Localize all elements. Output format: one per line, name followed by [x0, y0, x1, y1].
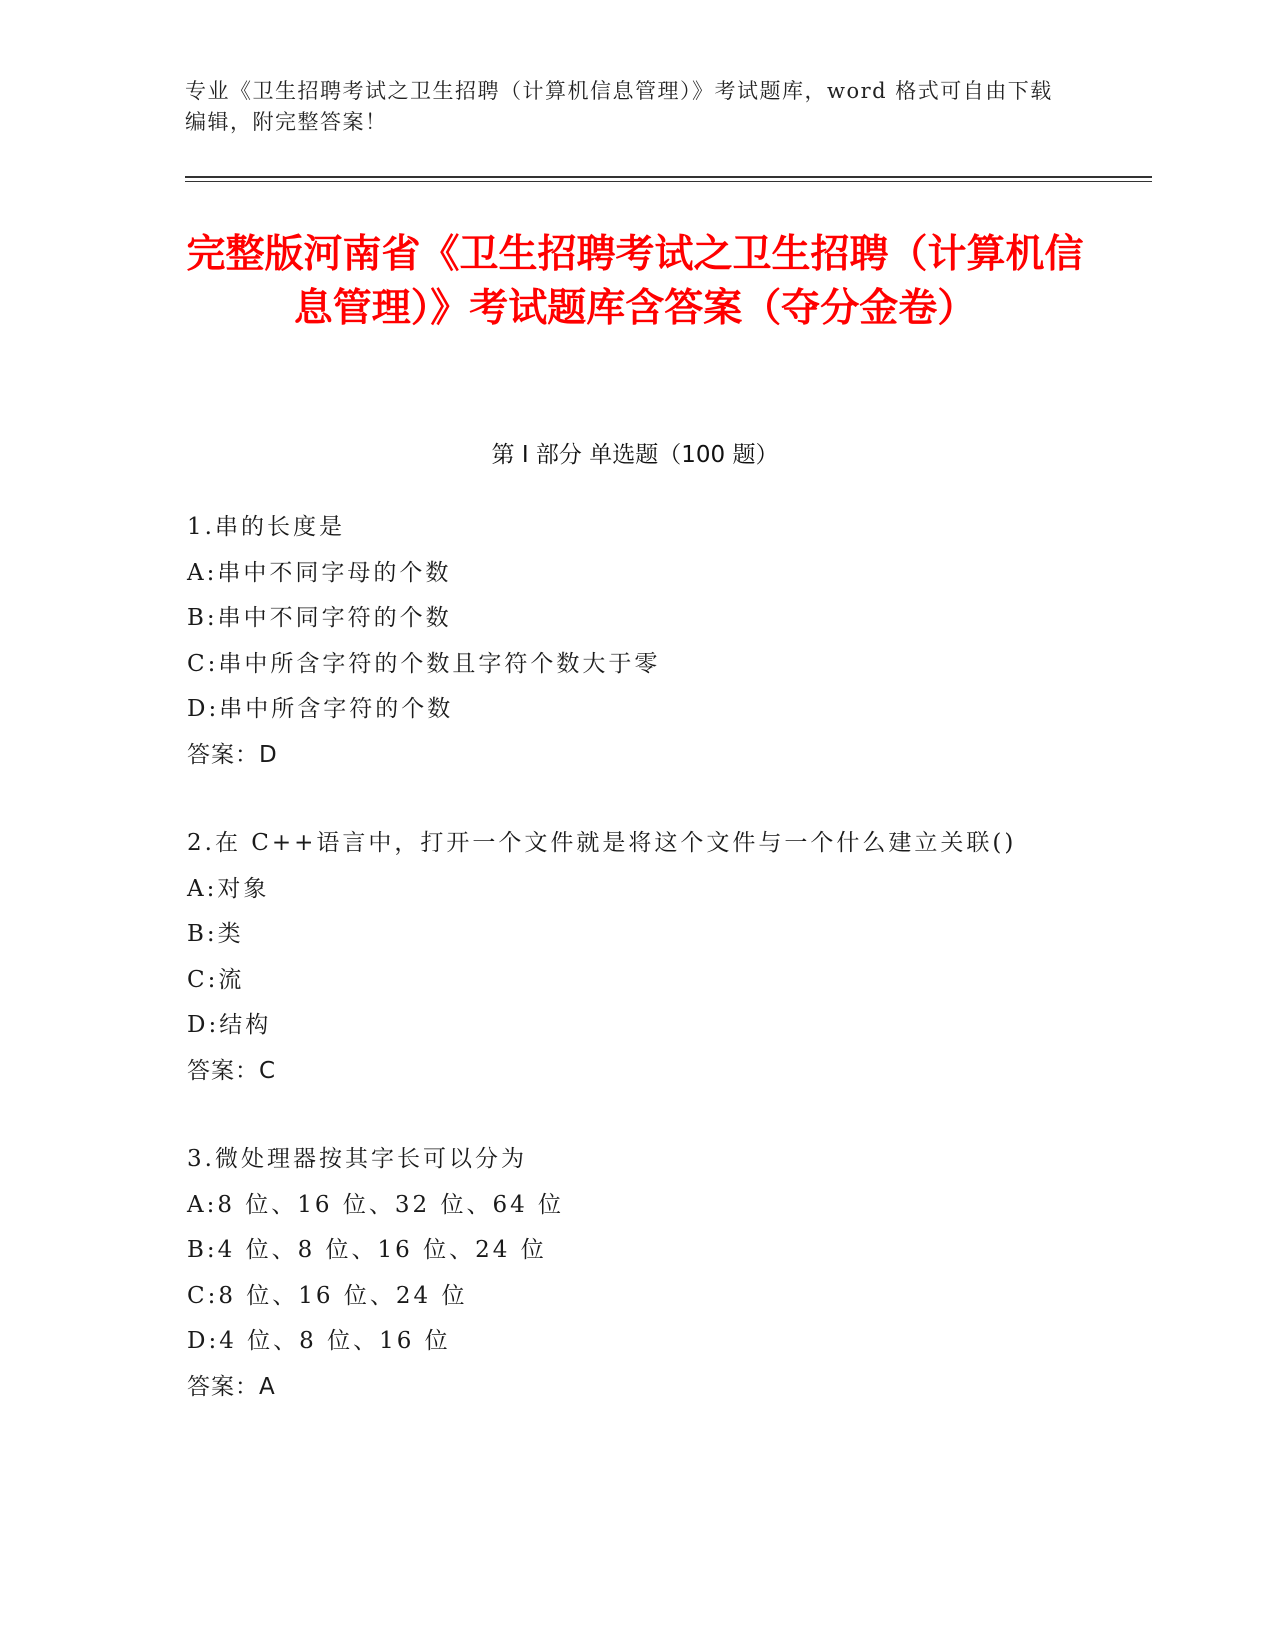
option-c: C:串中所含字符的个数且字符个数大于零: [187, 650, 661, 677]
answer-line: 答案：D: [187, 741, 278, 768]
question-stem: 2.在 C++语言中，打开一个文件就是将这个文件与一个什么建立关联(): [187, 830, 1017, 856]
header-rule-thick: [185, 176, 1152, 178]
question-stem: 1.串的长度是: [187, 514, 345, 540]
question-block: [187, 1137, 1087, 1410]
document-title: 完整版河南省《卫生招聘考试之卫生招聘（计算机信息管理）》考试题库含答案（夺分金卷）: [186, 232, 1084, 331]
question-block: [187, 821, 1087, 1094]
answer-line: 答案：A: [187, 1373, 276, 1400]
option-b: B:串中不同字符的个数: [187, 605, 452, 631]
section-heading: 第 I 部分 单选题（100 题）: [491, 442, 779, 468]
option-d: D:串中所含字符的个数: [187, 696, 454, 722]
header-note: 专业《卫生招聘考试之卫生招聘（计算机信息管理）》考试题库，word 格式可自由下载编辑，附完整答案！: [185, 79, 1053, 134]
option-c: C:流: [187, 966, 245, 993]
answer-line: 答案：C: [187, 1057, 277, 1084]
option-d: D:结构: [187, 1012, 272, 1038]
option-a: A:串中不同字母的个数: [187, 559, 452, 586]
option-a: A:对象: [187, 875, 270, 902]
question-block: [187, 505, 1087, 778]
header-rule-thin: [185, 181, 1152, 182]
option-b: B:4 位、8 位、16 位、24 位: [187, 1237, 547, 1263]
option-d: D:4 位、8 位、16 位: [187, 1328, 451, 1354]
option-a: A:8 位、16 位、32 位、64 位: [187, 1191, 565, 1218]
question-stem: 3.微处理器按其字长可以分为: [187, 1146, 527, 1172]
option-b: B:类: [187, 921, 244, 947]
option-c: C:8 位、16 位、24 位: [187, 1282, 468, 1309]
